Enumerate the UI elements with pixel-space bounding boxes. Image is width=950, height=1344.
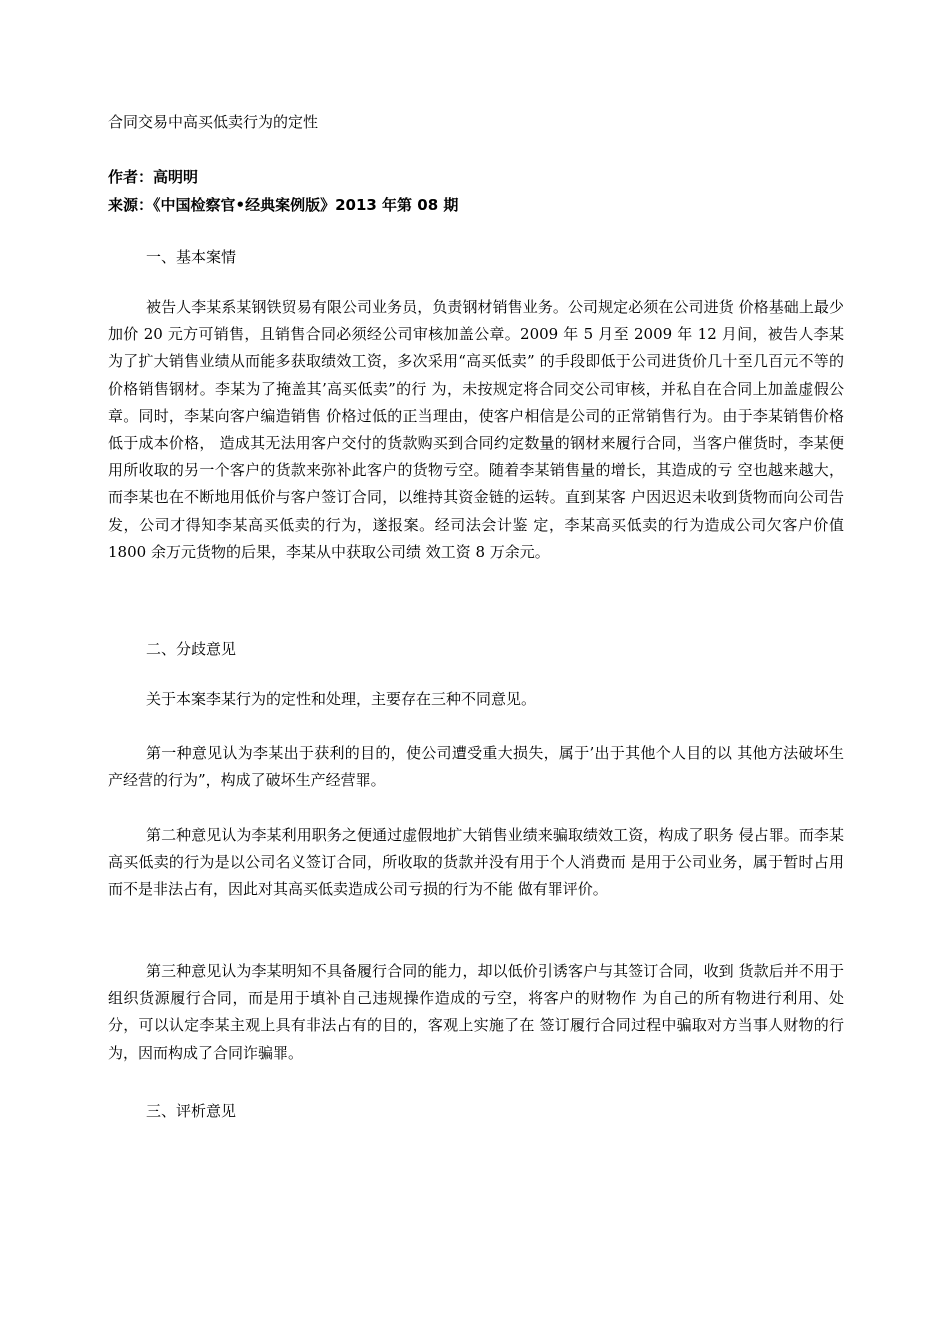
paragraph-dispute-intro: 关于本案李某行为的定性和处理，主要存在三种不同意见。 xyxy=(146,690,537,708)
paragraph-case-facts: 被告人李某系某钢铁贸易有限公司业务员，负责钢材销售业务。公司规定必须在公司进货 价格基础上最少加价 20 元方可销售，且销售合同必须经公司审核加盖公章。2009 年 5 月至 2009 年 12 月间，被告人李某为了扩大销售业绩从而能多获取绩效工资，多次采用“高买低卖” 的手段即低于公司进货价几十至几百元不等的价格销售钢材。李某为了掩盖其’高买低卖”的行 为，未按规定将合同交公司审核，并私自在合同上加盖虚假公章。同时，李某向客户编造销售 价格过低的正当理由，使客户相信是公司的正常销售行为。由于李某销售价格低于成本价格， 造成其无法用客户交付的货款购买到合同约定数量的钢材来履行合同，当客户催货时，李某便 用所收取的另一个客户的货款来弥补此客户的货物亏空。随着李某销售量的增长，其造成的亏 空也越来越大，而李某也在不断地用低价与客户签订合同，以维持其资金链的运转。直到某客 户因迟迟未收到货物而向公司告发，公司才得知李某高买低卖的行为，遂报案。经司法会计鉴 定，李某高买低卖的行为造成公司欠客户价值 1800 余万元货物的后果，李某从中获取公司绩 效工资 8 万余元。 xyxy=(108,298,844,561)
paragraph-opinion-one: 第一种意见认为李某出于获利的目的，使公司遭受重大损失，属于’出于其他个人目的以 其他方法破坏生产经营的行为”，构成了破坏生产经营罪。 xyxy=(108,744,844,790)
source-line: 来源：《中国检察官•经典案例版》2013 年第 08 期 xyxy=(108,196,459,214)
section-heading-disputes: 二、分歧意见 xyxy=(146,640,237,658)
document-title: 合同交易中高买低卖行为的定性 xyxy=(108,113,319,131)
paragraph-opinion-three: 第三种意见认为李某明知不具备履行合同的能力，却以低价引诱客户与其签订合同，收到 货款后并不用于组织货源履行合同，而是用于填补自己违规操作造成的亏空，将客户的财物作 为自己的所有物进行利用、处分，可以认定李某主观上具有非法占有的目的，客观上实施了在 签订履行合同过程中骗取对方当事人财物的行为，因而构成了合同诈骗罪。 xyxy=(108,962,844,1062)
section-heading-analysis: 三、评析意见 xyxy=(146,1102,237,1120)
author-line: 作者：高明明 xyxy=(108,168,199,186)
paragraph-opinion-two: 第二种意见认为李某利用职务之便通过虚假地扩大销售业绩来骗取绩效工资，构成了职务 侵占罪。而李某高买低卖的行为是以公司名义签订合同，所收取的货款并没有用于个人消费而 是用于公司业务，属于暂时占用而不是非法占有，因此对其高买低卖造成公司亏损的行为不能 做有罪评价。 xyxy=(108,826,844,899)
section-heading-basic-facts: 一、基本案情 xyxy=(146,248,237,266)
